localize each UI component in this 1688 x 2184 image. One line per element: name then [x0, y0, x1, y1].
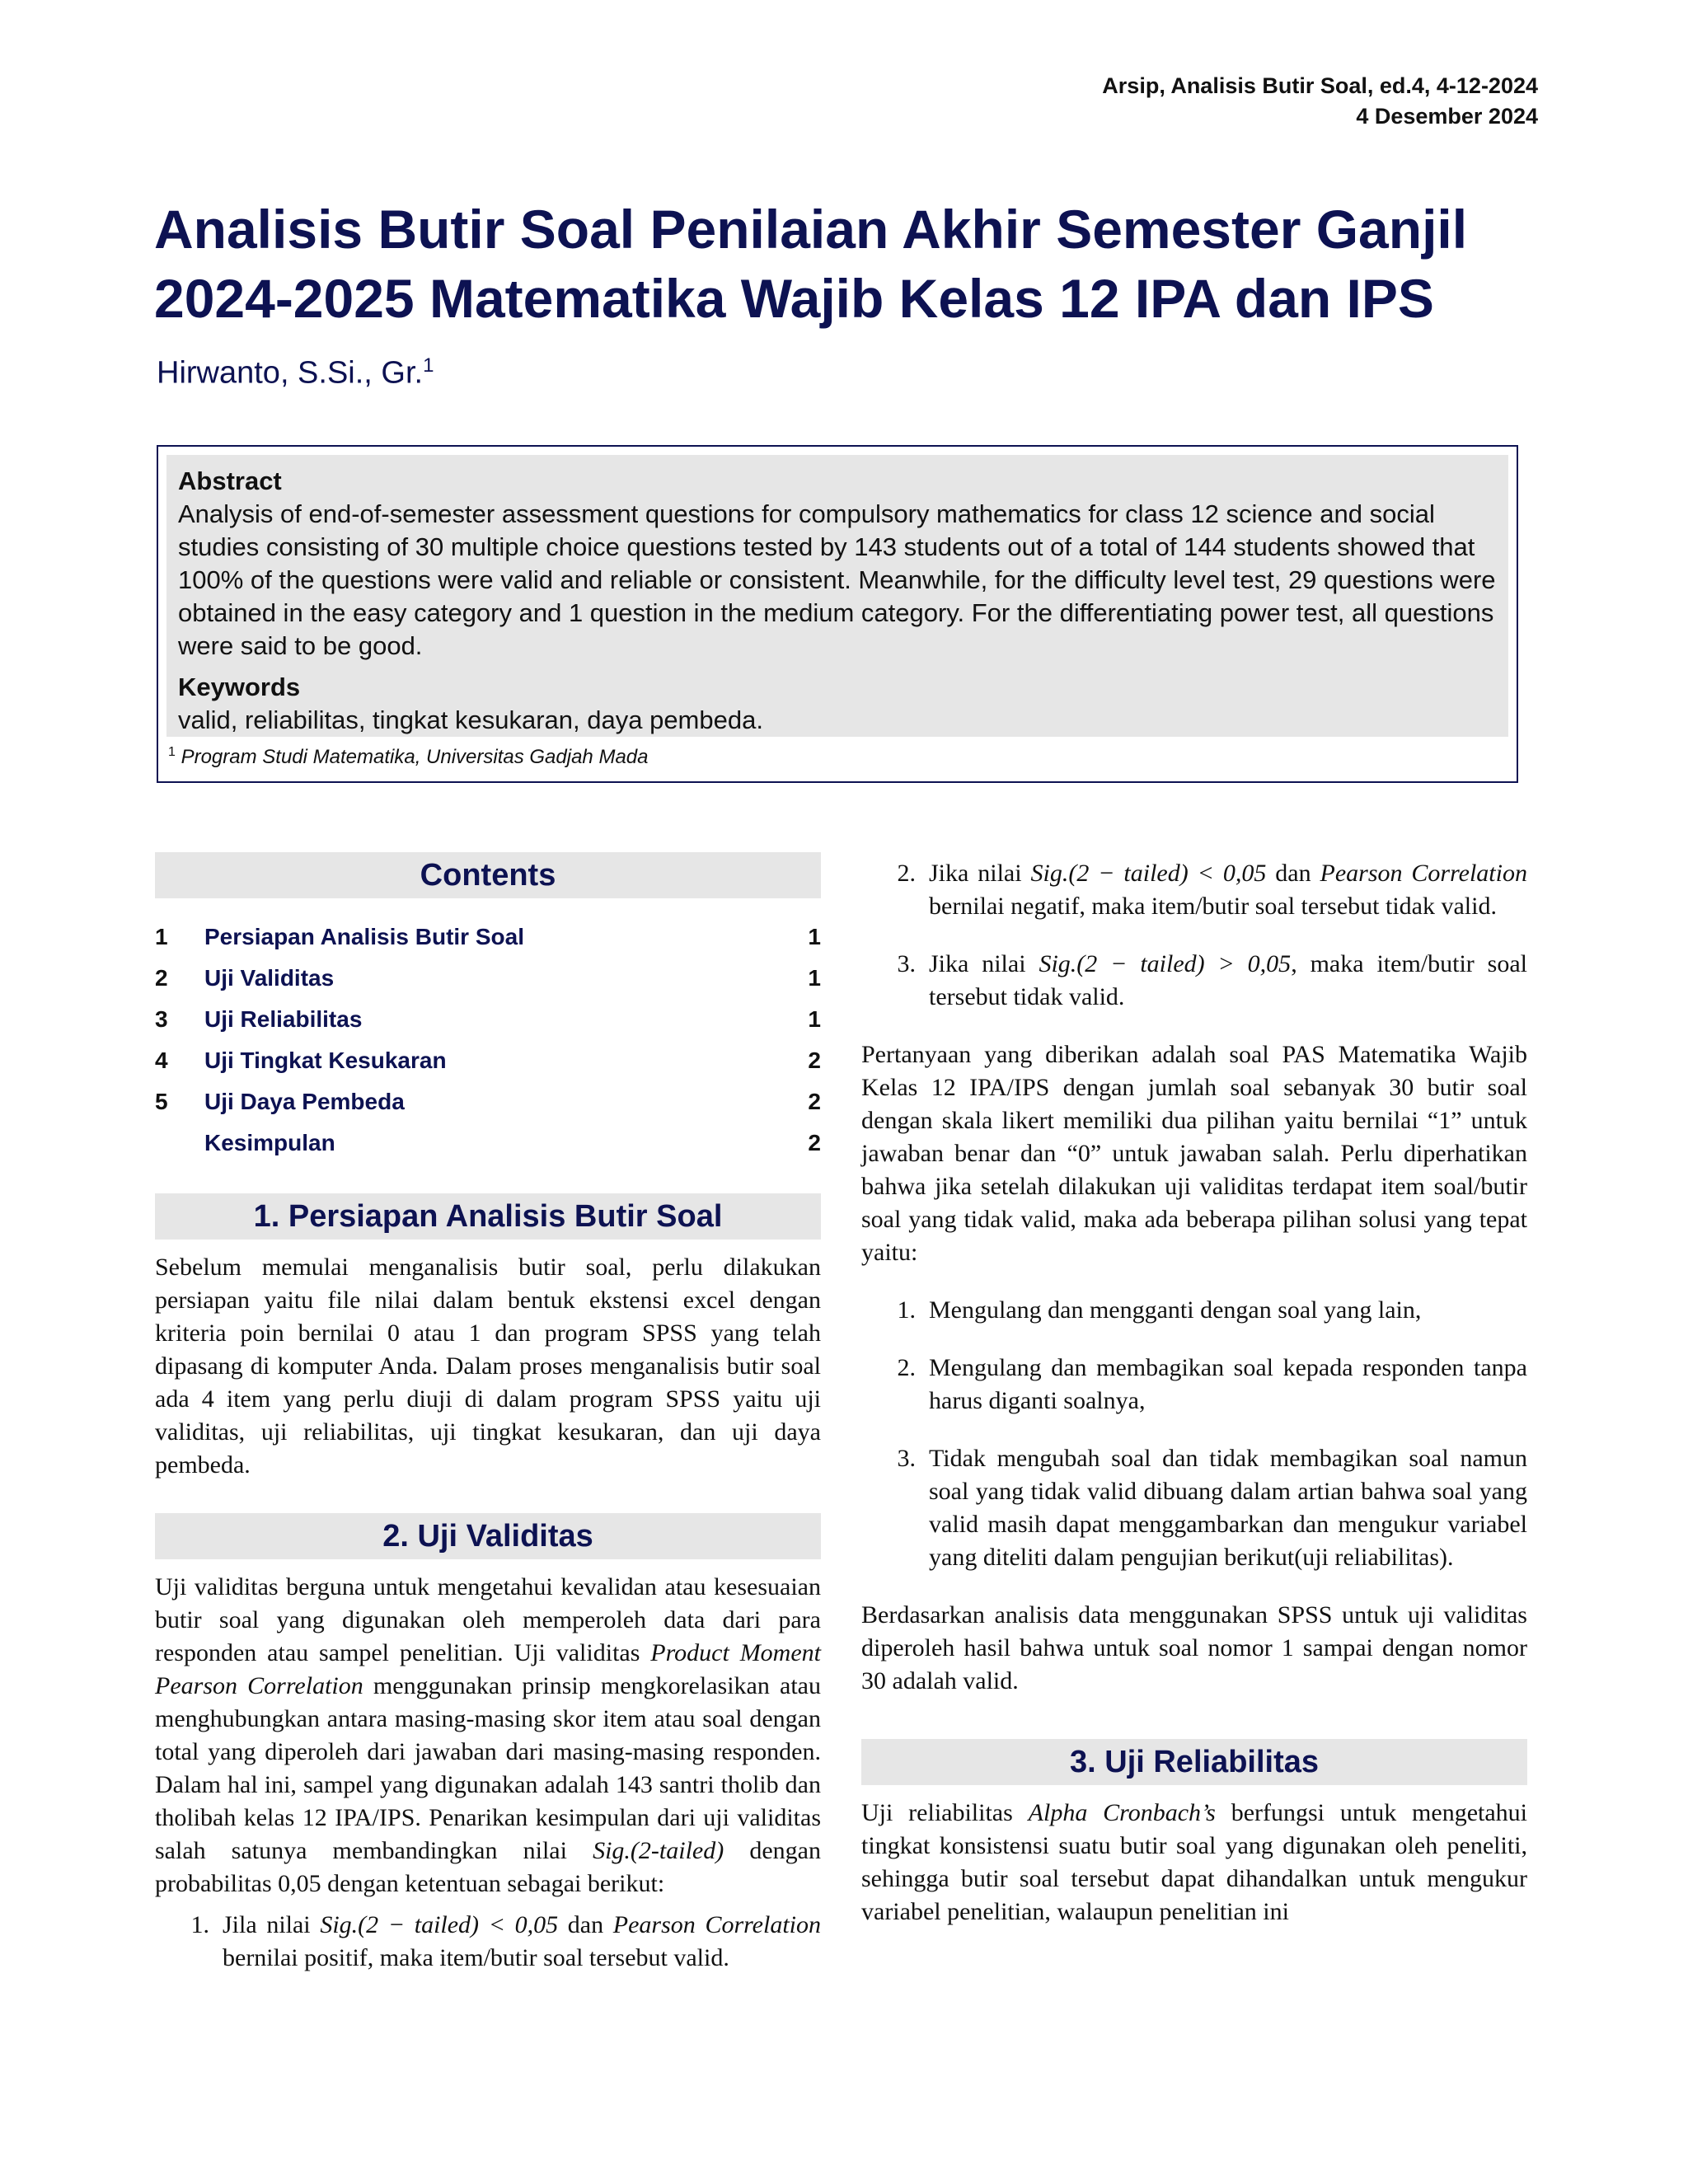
- toc-number: 2: [155, 965, 168, 991]
- toc-number: [155, 1122, 204, 1164]
- toc-number: 3: [155, 1006, 168, 1032]
- toc-entry[interactable]: [155, 916, 821, 958]
- toc-link[interactable]: Kesimpulan: [204, 1130, 335, 1155]
- toc-number: 4: [155, 1047, 168, 1073]
- header-date: 4 Desember 2024: [1356, 104, 1538, 129]
- toc-link[interactable]: Uji Validitas: [204, 965, 335, 991]
- toc-entry[interactable]: [155, 1040, 821, 1081]
- section-2-heading: 2. Uji Validitas: [155, 1513, 821, 1559]
- toc-number: 1: [155, 924, 168, 949]
- affiliation-text: Program Studi Matematika, Universitas Gadjah Mada: [181, 746, 649, 768]
- abstract-box: [157, 445, 1518, 783]
- toc-page: 2: [808, 1047, 821, 1073]
- abstract-panel: [166, 455, 1508, 737]
- author-affiliation-mark: 1: [423, 354, 434, 377]
- keywords-heading: Keywords: [178, 673, 301, 701]
- page-header: [1102, 71, 1538, 132]
- abstract-text: Analysis of end-of-semester assessment questions for compulsory mathematics for class 12 science and social studies consisting of 30 multiple choice questions tested by 143 students out of a total of 144 students showed that 100% of the questions were valid and reliable or consistent. Meanwhile, for the difficulty level test, 29 questions were obtained in the easy category and 1 question in the medium category. For the differentiating power test, all questions were said to be good.: [178, 499, 1496, 660]
- left-column: [155, 852, 821, 1975]
- validity-rule: 1. Jila nilai Sig.(2 − tailed) < 0,05 dan Pearson Correlation bernilai positif, maka item/butir soal tersebut valid.: [190, 1911, 822, 1971]
- validity-rule: 2. Jika nilai Sig.(2 − tailed) < 0,05 dan Pearson Correlation bernilai negatif, maka item/butir soal tersebut tidak valid.: [897, 860, 1527, 920]
- toc-page: 2: [808, 1089, 821, 1114]
- toc-link[interactable]: Persiapan Analisis Butir Soal: [204, 924, 524, 949]
- validity-rules-continued: [861, 857, 1527, 1014]
- solution-list: [861, 1294, 1527, 1574]
- table-of-contents: [155, 916, 821, 1164]
- toc-page: 1: [808, 1006, 821, 1032]
- toc-link[interactable]: Uji Reliabilitas: [204, 1006, 363, 1032]
- keywords-text: valid, reliabilitas, tingkat kesukaran, daya pembeda.: [178, 705, 763, 734]
- validity-rules: [155, 1909, 821, 1975]
- paper-title: Analisis Butir Soal Penilaian Akhir Semester Ganjil 2024-2025 Matematika Wajib Kelas 12 IPA dan IPS: [154, 199, 1468, 329]
- section-3-heading: 3. Uji Reliabilitas: [861, 1739, 1527, 1785]
- toc-entry[interactable]: [155, 1081, 821, 1122]
- section-1-paragraph: Sebelum memulai menganalisis butir soal, perlu dilakukan persiapan yaitu file nilai dalam bentuk ekstensi excel dengan kriteria poin bernilai 0 atau 1 dan program SPSS yang telah dipasang di komputer Anda. Dalam proses menganalisis butir soal ada 4 item yang perlu diuji di dalam program SPSS yaitu uji validitas, uji reliabilitas, uji tingkat kesukaran, dan uji daya pembeda.: [155, 1254, 821, 1479]
- validity-rule: 3. Jika nilai Sig.(2 − tailed) > 0,05, maka item/butir soal tersebut tidak valid.: [897, 950, 1527, 1010]
- toc-entry[interactable]: [155, 999, 821, 1040]
- toc-link[interactable]: Uji Daya Pembeda: [204, 1089, 405, 1114]
- section-1-heading: 1. Persiapan Analisis Butir Soal: [155, 1193, 821, 1240]
- author: [157, 354, 434, 391]
- toc-heading: Contents: [155, 852, 821, 898]
- solution-item: 1. Mengulang dan mengganti dengan soal yang lain,: [897, 1296, 1422, 1324]
- toc-entry[interactable]: [155, 958, 821, 999]
- solution-item: 2. Mengulang dan membagikan soal kepada responden tanpa harus diganti soalnya,: [897, 1354, 1527, 1414]
- section-3-paragraph: Uji reliabilitas Alpha Cronbach’s berfungsi untuk mengetahui tingkat konsistensi suatu butir soal yang digunakan oleh peneliti, sehingga butir soal tersebut dapat dihandalkan untuk mengukur variabel penelitian, walaupun penelitian ini: [861, 1799, 1527, 1925]
- toc-page: 2: [808, 1130, 821, 1155]
- toc-page: 1: [808, 924, 821, 949]
- toc-link[interactable]: Uji Tingkat Kesukaran: [204, 1047, 447, 1073]
- affiliation: [168, 745, 648, 769]
- section-2-paragraph-2: Pertanyaan yang diberikan adalah soal PAS Matematika Wajib Kelas 12 IPA/IPS dengan jumlah soal sebanyak 30 butir soal dengan skala likert memiliki dua pilihan yaitu bernilai “1” untuk jawaban benar dan “0” untuk jawaban salah. Perlu diperhatikan bahwa jika setelah dilakukan uji validitas terdapat item soal/butir soal yang tidak valid, maka ada beberapa pilihan solusi yang tepat yaitu:: [861, 1041, 1527, 1266]
- right-column: [861, 857, 1527, 1929]
- section-2-paragraph-3: Berdasarkan analisis data menggunakan SPSS untuk uji validitas diperoleh hasil bahwa untuk soal nomor 1 sampai dengan nomor 30 adalah valid.: [861, 1601, 1527, 1694]
- section-2-paragraph: Uji validitas berguna untuk mengetahui kevalidan atau kesesuaian butir soal yang digunakan oleh memperoleh data dari para responden atau sampel penelitian. Uji validitas Product Moment Pearson Correlation menggunakan prinsip mengkorelasikan atau menghubungkan antara masing-masing skor item atau soal dengan total yang diperoleh dari jawaban dari masing-masing responden. Dalam hal ini, sampel yang digunakan adalah 143 santri tholib dan tholibah kelas 12 IPA/IPS. Penarikan kesimpulan dari uji validitas salah satunya membandingkan nilai Sig.(2-tailed) dengan probabilitas 0,05 dengan ketentuan sebagai berikut:: [155, 1573, 822, 1897]
- solution-item: 3. Tidak mengubah soal dan tidak membagikan soal namun soal yang tidak valid dibuang dalam artian bahwa soal yang valid masih dapat menggambarkan dan mengukur variabel yang diteliti dalam pengujian berikut(uji reliabilitas).: [897, 1445, 1527, 1571]
- toc-entry[interactable]: [155, 1122, 821, 1164]
- affiliation-mark: 1: [168, 745, 176, 759]
- header-archive-line: Arsip, Analisis Butir Soal, ed.4, 4-12-2024: [1102, 73, 1538, 98]
- author-name: Hirwanto, S.Si., Gr.: [157, 355, 424, 391]
- toc-page: 1: [808, 965, 821, 991]
- abstract-heading: Abstract: [178, 466, 282, 495]
- toc-number: 5: [155, 1089, 168, 1114]
